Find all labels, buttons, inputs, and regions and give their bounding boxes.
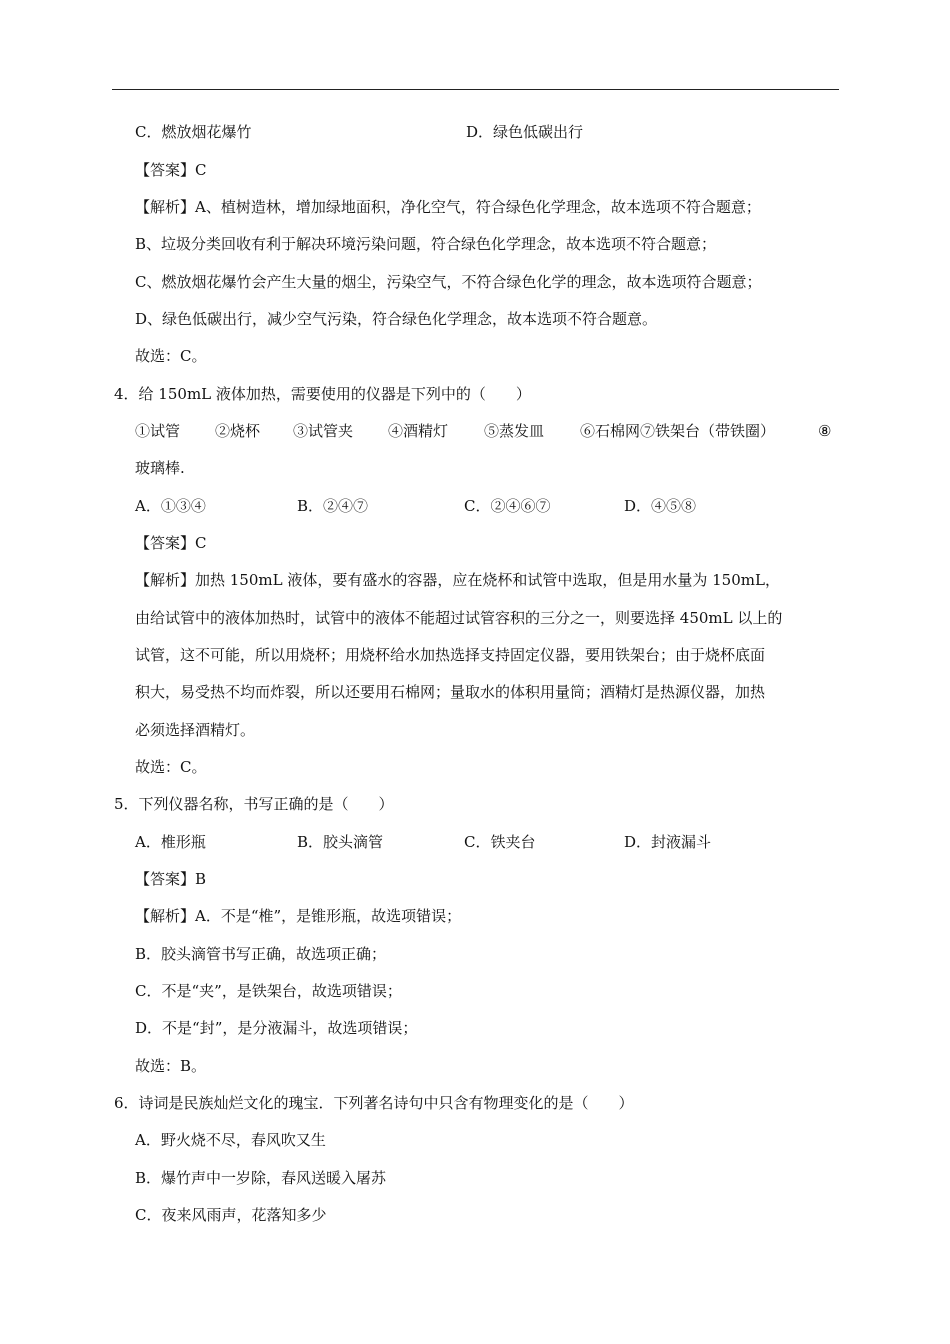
q4-analysis-line: 【解析】加热 150mL 液体，要有盛水的容器，应在烧杯和试管中选取，但是用水量为 150mL，: [135, 571, 780, 589]
q3-answer: 【答案】C: [135, 161, 207, 179]
q5-option-b: B．胶头滴管: [297, 833, 384, 851]
q4-analysis-line: 试管，这不可能，所以用烧杯；用烧杯给水加热选择支持固定仪器，要用铁架台；由于烧杯底面: [135, 646, 766, 664]
q4-item: ⑤蒸发皿: [484, 422, 545, 440]
q4-item-cont: 玻璃棒.: [135, 459, 185, 477]
q4-item: ④酒精灯: [388, 422, 449, 440]
q4-option-c: C．②④⑥⑦: [464, 497, 551, 515]
q5-analysis-line: B．胶头滴管书写正确，故选项正确；: [135, 945, 387, 963]
q4-item: ③试管夹: [293, 422, 354, 440]
q6-option-a: A．野火烧不尽，春风吹又生: [135, 1131, 326, 1149]
q5-choice: 故选：B。: [135, 1057, 207, 1075]
q4-stem: 4．给 150mL 液体加热，需要使用的仪器是下列中的（ ）: [114, 385, 531, 403]
q4-option-b: B．②④⑦: [297, 497, 369, 515]
q6-option-c: C．夜来风雨声，花落知多少: [135, 1206, 327, 1224]
q5-stem: 5．下列仪器名称，书写正确的是（ ）: [114, 795, 394, 813]
q6-option-b: B．爆竹声中一岁除，春风送暖入屠苏: [135, 1169, 387, 1187]
q4-item: ⑥石棉网⑦铁架台（带铁圈）: [580, 422, 776, 440]
q3-choice: 故选：C。: [135, 347, 207, 365]
q3-analysis-line: B、垃圾分类回收有利于解决环境污染问题，符合绿色化学理念，故本选项不符合题意；: [135, 235, 717, 253]
q5-option-c: C．铁夹台: [464, 833, 536, 851]
q4-choice: 故选：C。: [135, 758, 207, 776]
q5-option-a: A．椎形瓶: [135, 833, 206, 851]
q5-analysis-line: 【解析】A．不是“椎”，是锥形瓶，故选项错误；: [135, 907, 462, 925]
q4-item: ②烧杯: [215, 422, 261, 440]
q5-analysis-line: D．不是“封”，是分液漏斗，故选项错误；: [135, 1019, 418, 1037]
q4-analysis-line: 积大，易受热不均而炸裂，所以还要用石棉网；量取水的体积用量筒；酒精灯是热源仪器，加热: [135, 683, 766, 701]
q3-option-d: D．绿色低碳出行: [466, 123, 584, 141]
q3-analysis-line: 【解析】A、植树造林，增加绿地面积，净化空气，符合绿色化学理念，故本选项不符合题意；: [135, 198, 761, 216]
q5-option-d: D．封液漏斗: [624, 833, 712, 851]
q4-analysis-line: 必须选择酒精灯。: [135, 721, 256, 739]
q3-analysis-line: C、燃放烟花爆竹会产生大量的烟尘，污染空气，不符合绿色化学的理念，故本选项符合题意；: [135, 273, 762, 291]
q3-option-c: C．燃放烟花爆竹: [135, 123, 252, 141]
q4-item: ⑧: [818, 422, 832, 440]
header-rule: [112, 89, 839, 90]
q4-item: ①试管: [135, 422, 181, 440]
q6-stem: 6．诗词是民族灿烂文化的瑰宝．下列著名诗句中只含有物理变化的是（ ）: [114, 1094, 634, 1112]
q5-answer: 【答案】B: [135, 870, 207, 888]
q4-option-d: D．④⑤⑧: [624, 497, 697, 515]
q5-analysis-line: C．不是“夹”，是铁架台，故选项错误；: [135, 982, 402, 1000]
q4-answer: 【答案】C: [135, 534, 207, 552]
q3-analysis-line: D、绿色低碳出行，减少空气污染，符合绿色化学理念，故本选项不符合题意。: [135, 310, 658, 328]
q4-analysis-line: 由给试管中的液体加热时，试管中的液体不能超过试管容积的三分之一，则要选择 450mL 以上的: [135, 609, 783, 627]
q4-option-a: A．①③④: [135, 497, 206, 515]
